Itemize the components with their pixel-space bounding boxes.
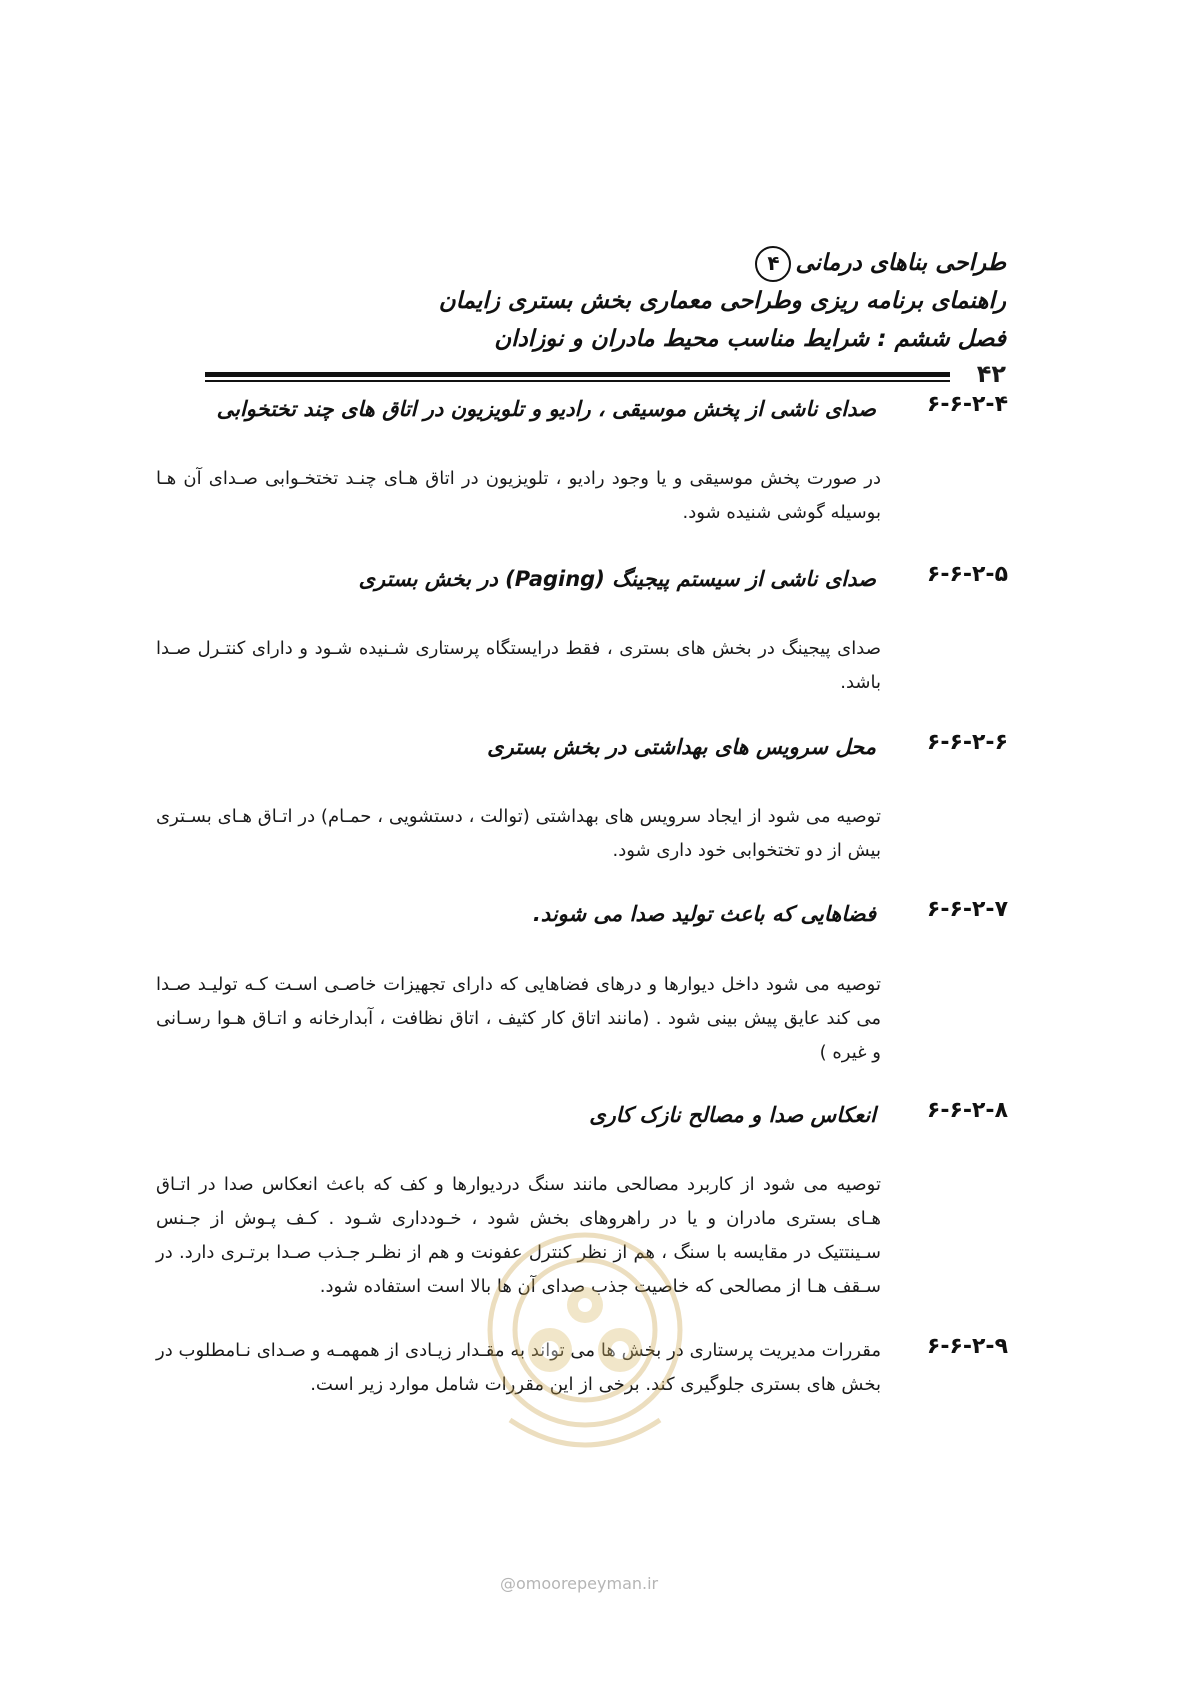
section-body: توصیه می شود داخل دیوارها و درهای فضاهایی که دارای تجهیزات خاصـی اسـت کـه تولیـد صـدا می کند عایق پیش بینی شود . (مانند اتاق کار کثیف ، اتاق نظافت ، آبدارخانه و اتـاق هـوا رسـانی و غیره ) — [156, 974, 881, 1063]
section-title: محل سرویس های بهداشتی در بخش بستری — [487, 735, 876, 759]
section-body: توصیه می شود از کاربرد مصالحی مانند سنگ دردیوارها و کف که باعث انعکاس صدا در اتـاق هـای بستری مادران و یا در راهروهای بخش شود ، خـودداری شـود . کـف پـوش از جـنس سـینتتیک در مقایسه با سنگ ، هم از نظر کنترل عفونت و هم از نظـر جـذب صـدا برتـری دارد. در سـقف هـا از مصالحی که خاصیت جذب صدای آن ها بالا است استفاده شود. — [156, 1174, 881, 1297]
header-line-3: فصل ششم : شرایط مناسب محیط مادران و نوزادان — [494, 326, 1006, 352]
section-number: ۶-۶-۲-۷ — [926, 897, 1008, 922]
header-divider — [205, 372, 950, 384]
section-body: صدای پیجینگ در بخش های بستری ، فقط درایستگاه پرستاری شـنیده شـود و دارای کنتـرل صـدا باشد. — [156, 638, 881, 693]
header-divider-thin — [205, 380, 950, 382]
section-body: در صورت پخش موسیقی و یا وجود رادیو ، تلویزیون در اتاق هـای چنـد تختخـوابی صـدای آن هـا بوسیله گوشی شنیده شود. — [156, 468, 881, 523]
section-body: مقررات مدیریت پرستاری در بخش ها می تواند به مقـدار زیـادی از همهمـه و صـدای نـامطلوب در بخش های بستری جلوگیری کند. برخی از این مقررات شامل موارد زیر است. — [156, 1340, 881, 1395]
section-number: ۶-۶-۲-۴ — [926, 392, 1008, 417]
section-body: توصیه می شود از ایجاد سرویس های بهداشتی (توالت ، دستشویی ، حمـام) در اتـاق هـای بسـتری بیش از دو تختخوابی خود داری شود. — [156, 806, 881, 861]
section-title: انعکاس صدا و مصالح نازک کاری — [589, 1103, 876, 1127]
section-title: فضاهایی که باعث تولید صدا می شوند. — [532, 902, 876, 926]
section-number: ۶-۶-۲-۶ — [926, 730, 1008, 755]
header-line-2: راهنمای برنامه ریزی وطراحی معماری بخش بستری زایمان — [438, 288, 1006, 314]
section-title: صدای ناشی از پخش موسیقی ، رادیو و تلویزیون در اتاق های چند تختخوابی — [216, 397, 876, 421]
header-line-1 — [206, 244, 1006, 282]
section-number: ۶-۶-۲-۵ — [926, 562, 1008, 587]
header-divider-thick — [205, 372, 950, 377]
page-header — [206, 244, 1006, 358]
volume-badge: ۴ — [755, 246, 791, 282]
section-number: ۶-۶-۲-۸ — [926, 1098, 1008, 1123]
section-title: صدای ناشی از سیستم پیجینگ (Paging) در بخش بستری — [358, 567, 876, 591]
page-number: ۴۲ — [962, 360, 1006, 388]
book-title: طراحی بناهای درمانی — [795, 250, 1006, 276]
section-number: ۶-۶-۲-۹ — [926, 1334, 1008, 1359]
watermark-text: @omoorepeyman.ir — [500, 1574, 659, 1593]
gear-seal-icon — [470, 1220, 700, 1480]
